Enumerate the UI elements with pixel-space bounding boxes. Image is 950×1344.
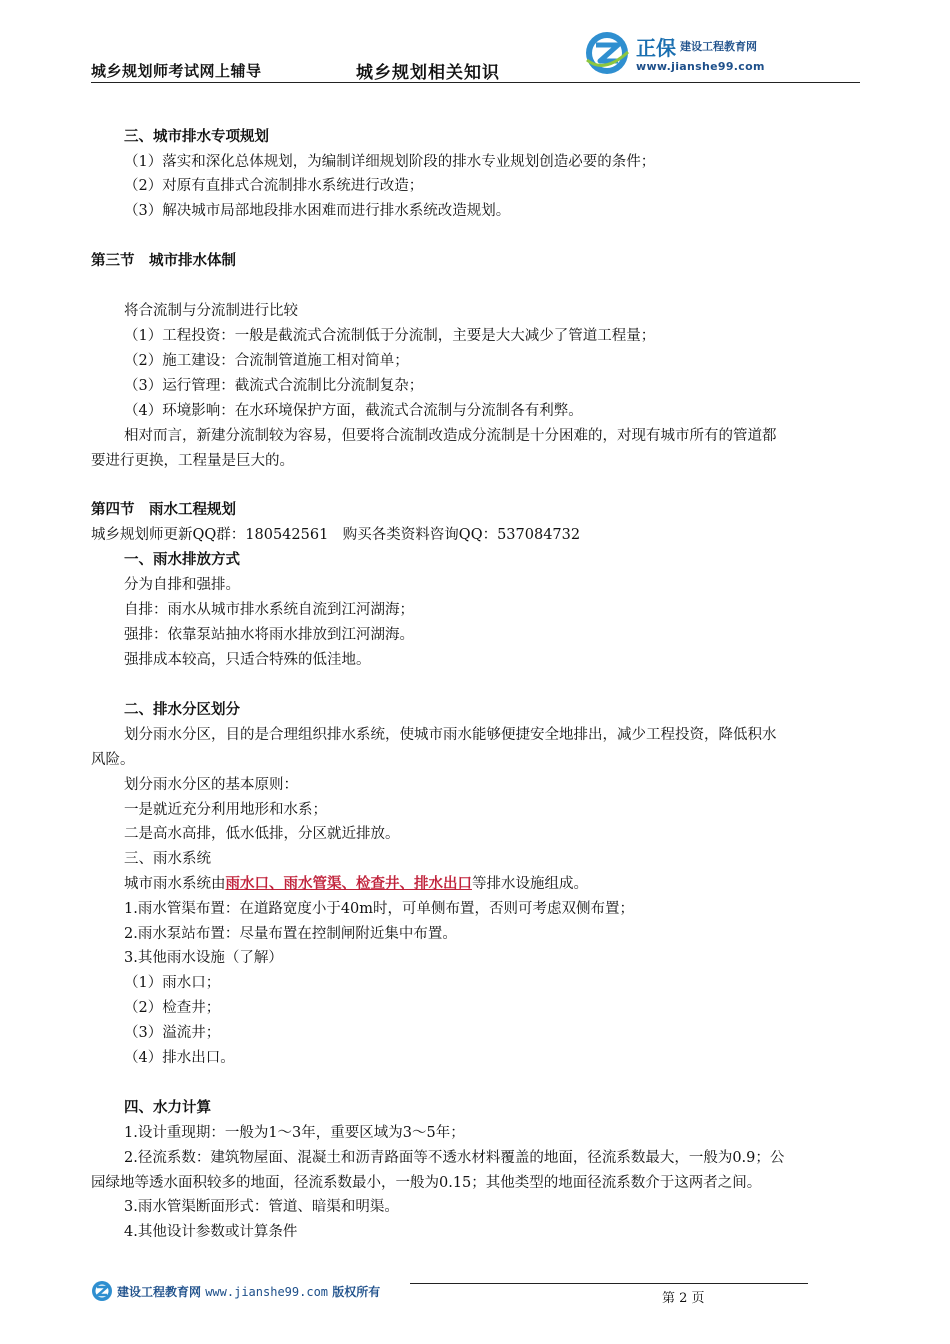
footer-site-name: 建设工程教育网 <box>117 1285 202 1299</box>
paragraph: 强排成本较高，只适合特殊的低洼地。 <box>124 652 371 668</box>
chapter-heading: 第四节 雨水工程规划 <box>91 502 236 518</box>
text-run: 等排水设施组成。 <box>472 876 588 892</box>
highlighted-terms: 雨水口、雨水管渠、检查井、排水出口 <box>225 876 472 892</box>
list-item: （3）运行管理：截流式合流制比分流制复杂； <box>124 378 424 394</box>
paragraph: 分为自排和强排。 <box>124 577 240 593</box>
header-divider <box>91 82 860 83</box>
logo-brand: 正保 <box>636 36 676 60</box>
list-item: （1）工程投资：一般是截流式合流制低于分流制，主要是大大减少了管道工程量； <box>124 328 656 344</box>
list-item: 2.径流系数：建筑物屋面、混凝土和沥青路面等不透水材料覆盖的地面，径流系数最大，一般为0.9；公 <box>124 1150 785 1166</box>
section-heading-plain: 三、雨水系统 <box>124 851 211 867</box>
paragraph <box>124 874 588 894</box>
site-logo[interactable] <box>584 30 814 80</box>
logo-subtitle: 建设工程教育网 <box>680 40 757 53</box>
list-item: （2）检查井； <box>124 1000 221 1016</box>
paragraph: 划分雨水分区的基本原则： <box>124 777 298 793</box>
list-item: 3.雨水管渠断面形式：管道、暗渠和明渠。 <box>124 1199 399 1215</box>
chapter-heading: 第三节 城市排水体制 <box>91 253 236 269</box>
list-item: （2）对原有直排式合流制排水系统进行改造； <box>124 178 424 194</box>
paragraph: 二是高水高排，低水低排，分区就近排放。 <box>124 826 400 842</box>
list-item: 4.其他设计参数或计算条件 <box>124 1224 298 1240</box>
paragraph: 划分雨水分区，目的是合理组织排水系统，使城市雨水能够便捷安全地排出，减少工程投资，降低积水 <box>124 727 777 743</box>
list-item: （4）环境影响：在水环境保护方面，截流式合流制与分流制各有利弊。 <box>124 403 583 419</box>
logo-url: www.jianshe99.com <box>636 60 765 73</box>
section-heading: 三、城市排水专项规划 <box>124 129 269 145</box>
logo-z-icon <box>584 30 630 76</box>
footer-divider <box>410 1283 808 1284</box>
section-heading: 二、排水分区划分 <box>124 702 240 718</box>
paragraph: 相对而言，新建分流制较为容易，但要将合流制改造成分流制是十分困难的，对现有城市所有的管道都 <box>124 428 777 444</box>
footer-logo-icon <box>91 1280 113 1302</box>
list-item: （1）雨水口； <box>124 975 221 991</box>
list-item: 1.雨水管渠布置：在道路宽度小于40m时，可单侧布置，否则可考虑双侧布置； <box>124 901 635 917</box>
list-item: （4）排水出口。 <box>124 1050 235 1066</box>
paragraph-continuation: 要进行更换，工程量是巨大的。 <box>91 453 294 469</box>
paragraph-continuation: 园绿地等透水面积较多的地面，径流系数最小，一般为0.15；其他类型的地面径流系数介于这两者之间。 <box>91 1175 762 1191</box>
list-item: 3.其他雨水设施（了解） <box>124 950 283 966</box>
paragraph: 强排：依靠泵站抽水将雨水排放到江河湖海。 <box>124 627 414 643</box>
list-item: 1.设计重现期：一般为1～3年，重要区域为3～5年； <box>124 1125 465 1141</box>
footer-copyright <box>117 1283 380 1300</box>
footer-rights: 版权所有 <box>332 1285 381 1299</box>
paragraph: 将合流制与分流制进行比较 <box>124 303 298 319</box>
list-item: 2.雨水泵站布置：尽量布置在控制闸附近集中布置。 <box>124 926 457 942</box>
paragraph-continuation: 风险。 <box>91 752 135 768</box>
list-item: （3）溢流井； <box>124 1025 221 1041</box>
list-item: （1）落实和深化总体规划，为编制详细规划阶段的排水专业规划创造必要的条件； <box>124 154 656 170</box>
list-item: （2）施工建设：合流制管道施工相对简单； <box>124 353 409 369</box>
paragraph: 自排：雨水从城市排水系统自流到江河湖海； <box>124 602 414 618</box>
header-subject-title: 城乡规划相关知识 <box>356 63 500 83</box>
qq-contact-line: 城乡规划师更新QQ群：180542561 购买各类资料咨询QQ：537084732 <box>91 527 581 543</box>
list-item: （3）解决城市局部地段排水困难而进行排水系统改造规划。 <box>124 203 511 219</box>
footer-site-url[interactable]: www.jianshe99.com <box>205 1285 329 1299</box>
text-run: 城市雨水系统由 <box>124 876 226 892</box>
header-course-title: 城乡规划师考试网上辅导 <box>91 62 262 80</box>
paragraph: 一是就近充分利用地形和水系； <box>124 802 327 818</box>
page-number: 第 2 页 <box>662 1291 705 1306</box>
section-heading: 一、雨水排放方式 <box>124 552 240 568</box>
section-heading: 四、水力计算 <box>124 1100 211 1116</box>
